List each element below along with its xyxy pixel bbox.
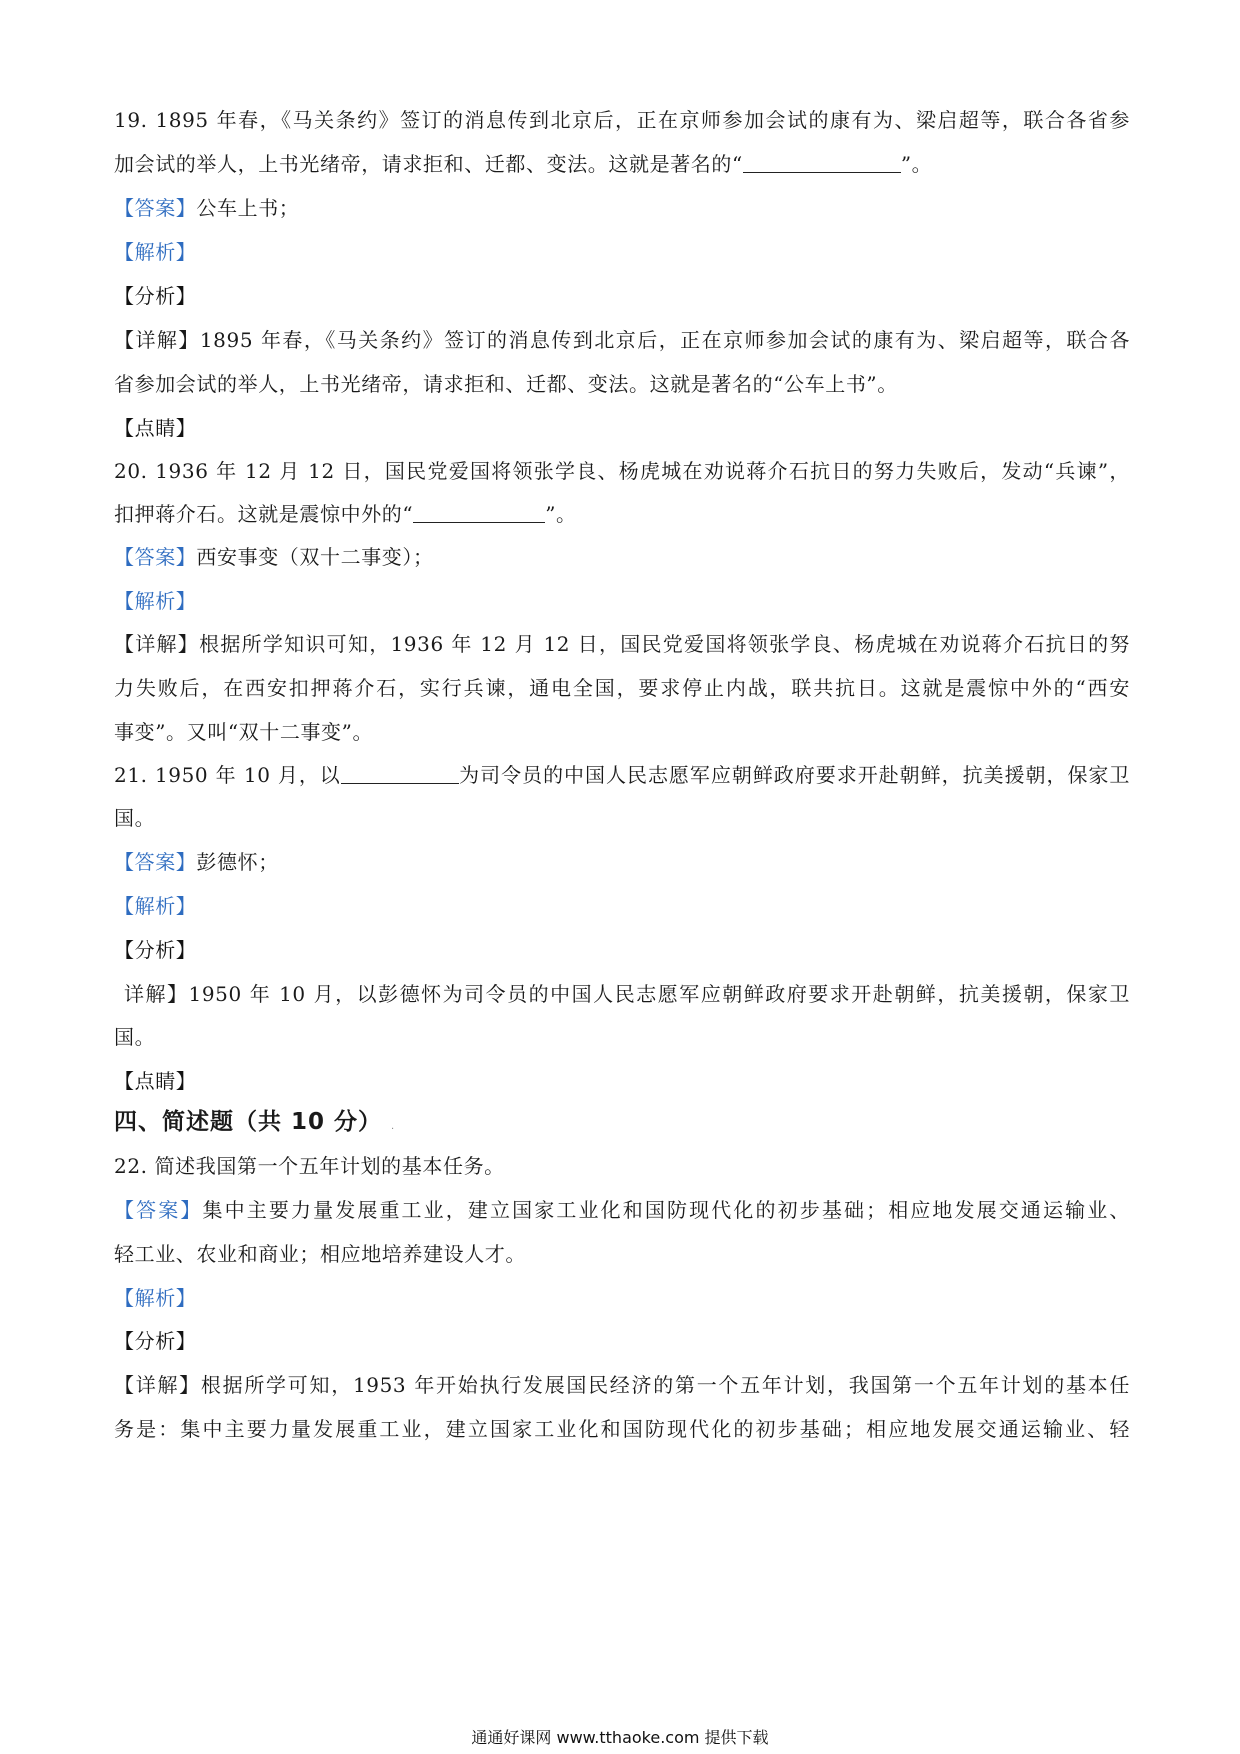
answer-tag: 【答案】 (114, 1198, 203, 1222)
q22-answer-line1: 【答案】集中主要力量发展重工业，建立国家工业化和国防现代化的初步基础；相应地发展交通运输业、 (114, 1198, 1130, 1222)
q20-detail-line1: 【详解】根据所学知识可知，1936 年 12 月 12 日，国民党爱国将领张学良、杨虎城在劝说蒋介石抗日的努 (114, 632, 1130, 656)
q21-dianjing-tag: 【点睛】 (114, 1069, 197, 1093)
q21-answer: 【答案】彭德怀； (114, 850, 279, 874)
q20-stem-line2: 扣押蒋介石。这就是震惊中外的“ ”。 (114, 502, 577, 526)
q19-stem-line1: 19. 1895 年春，《马关条约》签订的消息传到北京后，正在京师参加会试的康有为、梁启超等，联合各省参 (114, 108, 1130, 132)
q21-answer-blank (341, 763, 459, 784)
q19-dianjing-tag: 【点睛】 (114, 416, 197, 440)
q21-stem-line2: 国。 (114, 806, 156, 830)
q19-answer: 【答案】公车上书； (114, 196, 300, 220)
q19-fenxi-tag: 【分析】 (114, 284, 197, 308)
q22-fenxi-tag: 【分析】 (114, 1329, 197, 1353)
q19-detail-line1: 【详解】1895 年春，《马关条约》签订的消息传到北京后，正在京师参加会试的康有为、梁启超等，联合各 (114, 328, 1130, 352)
q21-jiexi-tag: 【解析】 (114, 894, 197, 918)
q20-stem-line1: 20. 1936 年 12 月 12 日，国民党爱国将领张学良、杨虎城在劝说蒋介石抗日的努力失败后，发动“兵谏”， (114, 459, 1130, 483)
q22-answer-line2: 轻工业、农业和商业；相应地培养建设人才。 (114, 1242, 526, 1266)
answer-tag: 【答案】 (114, 545, 197, 569)
answer-tag: 【答案】 (114, 850, 197, 874)
q20-answer: 【答案】西安事变（双十二事变）； (114, 545, 434, 569)
q22-detail-line1: 【详解】根据所学可知，1953 年开始执行发展国民经济的第一个五年计划，我国第一个五年计划的基本任 (114, 1373, 1130, 1397)
answer-tag: 【答案】 (114, 196, 197, 220)
q20-detail-line3: 事变”。又叫“双十二事变”。 (114, 720, 374, 744)
q21-detail-line1: 详解】1950 年 10 月，以彭德怀为司令员的中国人民志愿军应朝鲜政府要求开赴朝鲜，抗美援朝，保家卫 (124, 982, 1130, 1006)
q21-fenxi-tag: 【分析】 (114, 938, 197, 962)
q19-answer-blank (743, 152, 901, 173)
q19-jiexi-tag: 【解析】 (114, 240, 197, 264)
q21-stem-line1: 21. 1950 年 10 月，以 为司令员的中国人民志愿军应朝鲜政府要求开赴朝鲜，抗美援朝，保家卫 (114, 763, 1130, 787)
q22-detail-line2: 务是：集中主要力量发展重工业，建立国家工业化和国防现代化的初步基础；相应地发展交通运输业、轻 (114, 1417, 1130, 1441)
q21-detail-line2: 国。 (114, 1025, 156, 1049)
q20-jiexi-tag: 【解析】 (114, 589, 197, 613)
q22-jiexi-tag: 【解析】 (114, 1286, 197, 1310)
q20-answer-blank (413, 502, 545, 523)
q20-detail-line2: 力失败后，在西安扣押蒋介石，实行兵谏，通电全国，要求停止内战，联共抗日。这就是震惊中外的“西安 (114, 676, 1130, 700)
q19-stem-line2: 加会试的举人，上书光绪帝，请求拒和、迁都、变法。这就是著名的“ ”。 (114, 152, 933, 176)
page-footer: 通通好课网 www.tthaoke.com 提供下载 (471, 1728, 769, 1747)
q19-detail-line2: 省参加会试的举人，上书光绪帝，请求拒和、迁都、变法。这就是著名的“公车上书”。 (114, 372, 898, 396)
section-heading: 四、简述题（共 10 分） . (114, 1109, 396, 1135)
q22-stem: 22. 简述我国第一个五年计划的基本任务。 (114, 1154, 505, 1178)
